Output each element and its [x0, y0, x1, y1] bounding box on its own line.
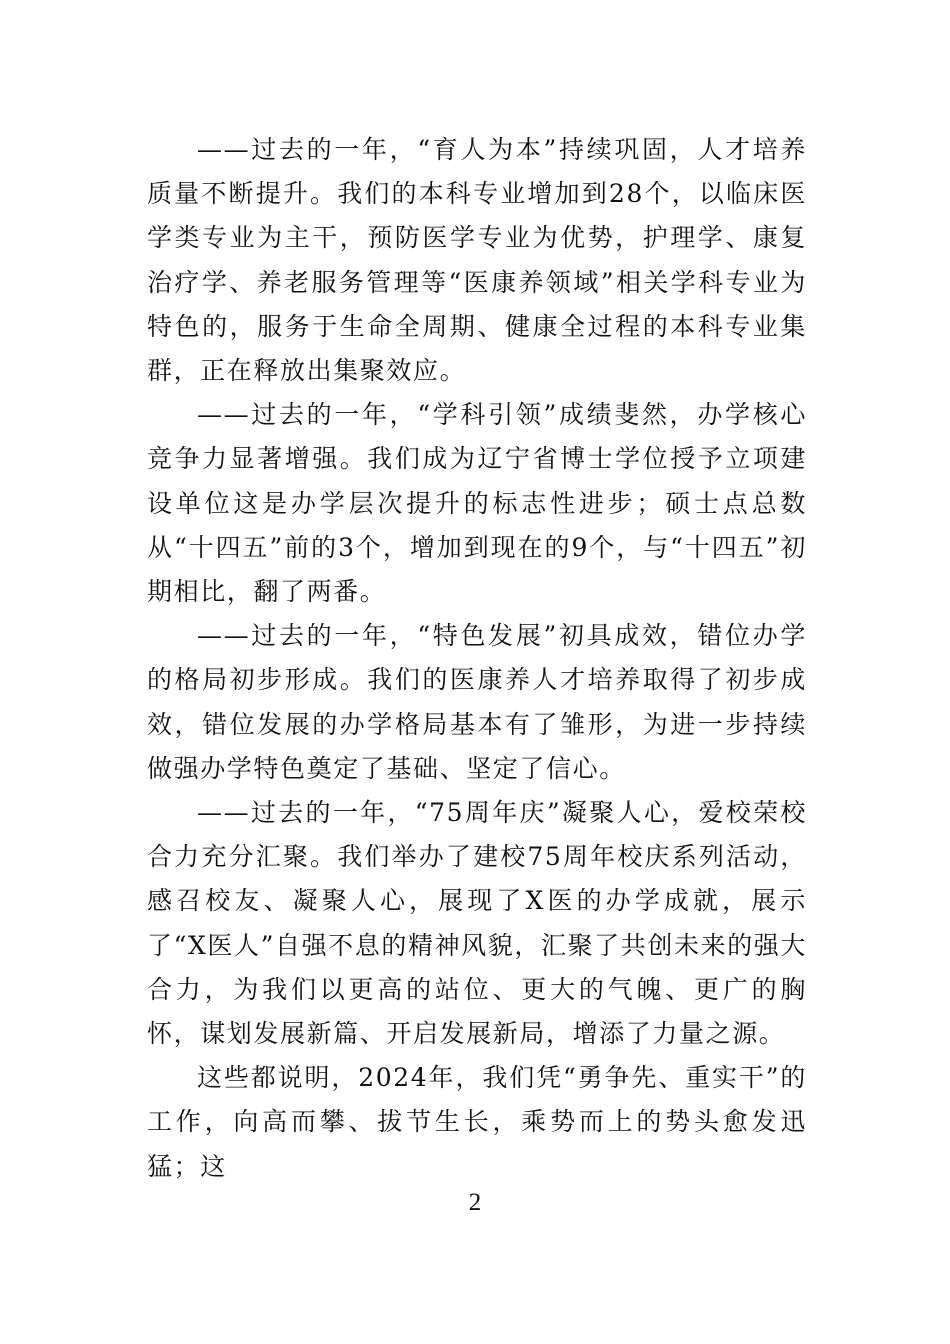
- paragraph-anniversary: ——过去的一年，“75周年庆”凝聚人心，爱校荣校合力充分汇聚。我们举办了建校75周年校庆系列活动，感召校友、凝聚人心，展现了X医的办学成就，展示了“X医人”自强不息的精神风貌，汇聚了共创未来的强大合力，为我们以更高的站位、更大的气魄、更广的胸怀，谋划发展新篇、开启发展新局，增添了力量之源。: [147, 798, 807, 1049]
- paragraph-talent-cultivation: ——过去的一年，“育人为本”持续巩固，人才培养质量不断提升。我们的本科专业增加到28个，以临床医学类专业为主干，预防医学专业为优势，护理学、康复治疗学、养老服务管理等“医康养领域”相关学科专业为特色的，服务于生命全周期、健康全过程的本科专业集群，正在释放出集聚效应。: [147, 135, 807, 386]
- paragraph-discipline-leadership: ——过去的一年，“学科引领”成绩斐然，办学核心竞争力显著增强。我们成为辽宁省博士学位授予立项建设单位这是办学层次提升的标志性进步；硕士点总数从“十四五”前的3个，增加到现在的9个，与“十四五”初期相比，翻了两番。: [147, 400, 807, 607]
- paragraph-summary: 这些都说明，2024年，我们凭“勇争先、重实干”的工作，向高而攀、拔节生长，乘势而上的势头愈发迅猛；这: [147, 1063, 807, 1181]
- document-body: [147, 128, 807, 1189]
- page-number: 2: [468, 1189, 482, 1216]
- paragraph-distinctive-development: ——过去的一年，“特色发展”初具成效，错位办学的格局初步形成。我们的医康养人才培养取得了初步成效，错位发展的办学格局基本有了雏形，为进一步持续做强办学特色奠定了基础、坚定了信心。: [147, 621, 807, 783]
